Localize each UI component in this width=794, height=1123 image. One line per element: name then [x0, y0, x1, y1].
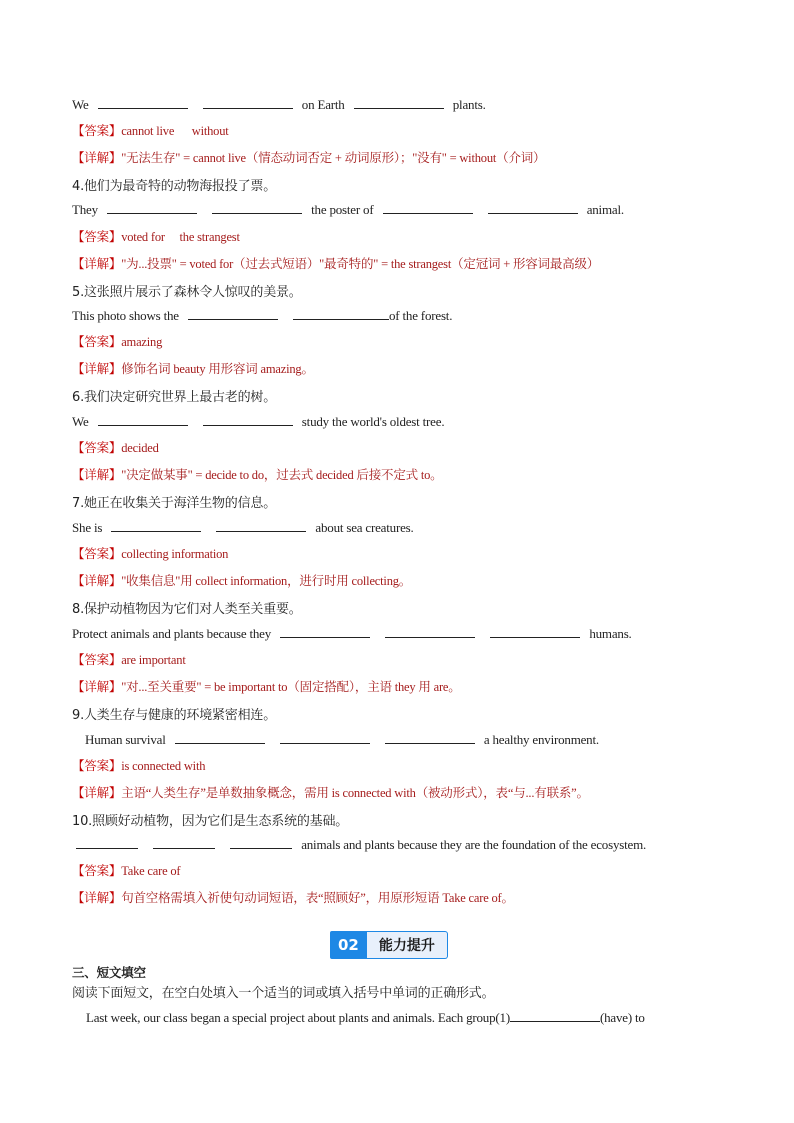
q3-blank-1[interactable] — [98, 96, 188, 109]
q6-chinese: 6.我们决定研究世界上最古老的树。 — [72, 390, 277, 405]
detail-text: 修饰名词 beauty 用形容词 amazing。 — [121, 362, 314, 376]
q10-detail — [72, 888, 514, 906]
q9-blank-3[interactable] — [385, 731, 475, 744]
q3-sentence — [72, 96, 486, 113]
answer-text: cannot live without — [121, 124, 229, 138]
q3-detail — [72, 148, 545, 166]
q4-text-c: animal. — [586, 202, 624, 217]
q7-blank-2[interactable] — [216, 519, 306, 532]
q7-text-b: about sea creatures. — [315, 520, 414, 535]
detail-text: "为...投票" = voted for（过去式短语）"最奇特的" = the strangest（定冠词 + 形容词最高级） — [121, 257, 600, 271]
q9-detail — [72, 783, 589, 801]
detail-text: 主语“人类生存”是单数抽象概念，需用 is connected with（被动形式），表“与...有联系”。 — [121, 786, 589, 800]
q5-sentence — [72, 307, 452, 324]
detail-tag: 【详解】 — [72, 150, 122, 165]
q10-blank-1[interactable] — [76, 836, 138, 849]
answer-text: voted for the strangest — [121, 230, 240, 244]
q10-chinese: 10.照顾好动植物，因为它们是生态系统的基础。 — [72, 814, 349, 829]
answer-text: amazing — [121, 335, 163, 349]
section-title: 能力提升 — [367, 931, 448, 959]
answer-tag: 【答案】 — [72, 652, 122, 667]
q9-sentence — [85, 731, 599, 748]
q4-blank-4[interactable] — [488, 201, 578, 214]
q5-text-a: This photo shows the — [72, 308, 179, 323]
passage-line-1 — [86, 1009, 645, 1026]
q6-blank-1[interactable] — [98, 413, 188, 426]
detail-tag: 【详解】 — [72, 890, 122, 905]
detail-tag: 【详解】 — [72, 573, 122, 588]
q8-text-b: humans. — [589, 626, 632, 641]
answer-tag: 【答案】 — [72, 863, 122, 878]
q9-answer — [72, 756, 205, 774]
q5-detail — [72, 359, 314, 377]
q4-text-a: They — [72, 202, 98, 217]
q5-answer — [72, 332, 162, 350]
q9-text-b: a healthy environment. — [483, 732, 599, 747]
q6-sentence — [72, 413, 444, 430]
q3-blank-3[interactable] — [354, 96, 444, 109]
answer-tag: 【答案】 — [72, 546, 122, 561]
q3-text-b: on Earth — [301, 97, 345, 112]
q7-answer — [72, 544, 228, 562]
answer-tag: 【答案】 — [72, 440, 122, 455]
answer-text: decided — [121, 441, 159, 455]
answer-tag: 【答案】 — [72, 123, 122, 138]
q10-text-b: animals and plants because they are the foundation of the ecosystem. — [301, 837, 647, 852]
q5-chinese: 5.这张照片展示了森林令人惊叹的美景。 — [72, 285, 302, 300]
q6-text-b: study the world's oldest tree. — [301, 414, 445, 429]
q8-text-a: Protect animals and plants because they — [72, 626, 272, 641]
q10-answer — [72, 861, 180, 879]
detail-tag: 【详解】 — [72, 785, 122, 800]
q9-text-a: Human survival — [85, 732, 166, 747]
q8-chinese: 8.保护动植物因为它们对人类至关重要。 — [72, 602, 302, 617]
part3-heading: 三、短文填空 — [72, 965, 146, 980]
q8-blank-1[interactable] — [280, 625, 370, 638]
q3-blank-2[interactable] — [203, 96, 293, 109]
passage-text-a: Last week, our class began a special project about plants and animals. Each group(1) — [86, 1010, 510, 1025]
q8-sentence — [72, 625, 632, 642]
detail-text: 句首空格需填入祈使句动词短语，表“照顾好”，用原形短语 Take care of。 — [121, 891, 514, 905]
q4-chinese: 4.他们为最奇特的动物海报投了票。 — [72, 179, 277, 194]
q8-blank-3[interactable] — [490, 625, 580, 638]
q6-blank-2[interactable] — [203, 413, 293, 426]
q3-text-a: We — [72, 97, 89, 112]
q5-text-b: of the forest. — [389, 308, 453, 323]
q4-text-b: the poster of — [311, 202, 374, 217]
answer-text: is connected with — [121, 759, 206, 773]
q5-blank-2[interactable] — [293, 307, 389, 320]
q10-blank-2[interactable] — [153, 836, 215, 849]
part3-instruction: 阅读下面短文，在空白处填入一个适当的词或填入括号中单词的正确形式。 — [72, 986, 495, 1001]
detail-text: "收集信息"用 collect information，进行时用 collecting。 — [121, 574, 412, 588]
detail-text: "决定做某事" = decide to do，过去式 decided 后接不定式 to。 — [121, 468, 443, 482]
q4-detail — [72, 254, 599, 272]
q6-text-a: We — [72, 414, 89, 429]
q10-sentence — [70, 836, 646, 853]
q4-blank-1[interactable] — [107, 201, 197, 214]
q4-blank-3[interactable] — [383, 201, 473, 214]
q4-blank-2[interactable] — [212, 201, 302, 214]
q8-detail — [72, 677, 461, 695]
q9-blank-1[interactable] — [175, 731, 265, 744]
passage-blank-1[interactable] — [510, 1009, 600, 1022]
passage-text-b: (have) to — [599, 1010, 645, 1025]
detail-text: "对...至关重要" = be important to（固定搭配），主语 they 用 are。 — [121, 680, 461, 694]
q4-answer — [72, 227, 240, 245]
q9-chinese: 9.人类生存与健康的环境紧密相连。 — [72, 708, 277, 723]
q7-chinese: 7.她正在收集关于海洋生物的信息。 — [72, 496, 277, 511]
q8-answer — [72, 650, 186, 668]
q3-text-c: plants. — [452, 97, 486, 112]
detail-tag: 【详解】 — [72, 467, 122, 482]
section-number: 02 — [330, 931, 367, 959]
answer-text: Take care of — [121, 864, 181, 878]
q3-answer — [72, 121, 229, 139]
q6-answer — [72, 438, 159, 456]
q7-blank-1[interactable] — [111, 519, 201, 532]
detail-text: "无法生存" = cannot live（情态动词否定 + 动词原形）；"没有" = without（介词） — [121, 151, 546, 165]
q10-blank-3[interactable] — [230, 836, 292, 849]
detail-tag: 【详解】 — [72, 361, 122, 376]
q8-blank-2[interactable] — [385, 625, 475, 638]
answer-text: collecting information — [121, 547, 229, 561]
section-badge — [330, 931, 448, 959]
q5-blank-1[interactable] — [188, 307, 278, 320]
q7-sentence — [72, 519, 414, 536]
detail-tag: 【详解】 — [72, 256, 122, 271]
q6-detail — [72, 465, 442, 483]
answer-text: are important — [121, 653, 186, 667]
answer-tag: 【答案】 — [72, 758, 122, 773]
q4-sentence — [72, 201, 624, 218]
answer-tag: 【答案】 — [72, 229, 122, 244]
q7-detail — [72, 571, 411, 589]
answer-tag: 【答案】 — [72, 334, 122, 349]
q9-blank-2[interactable] — [280, 731, 370, 744]
detail-tag: 【详解】 — [72, 679, 122, 694]
q7-text-a: She is — [72, 520, 103, 535]
